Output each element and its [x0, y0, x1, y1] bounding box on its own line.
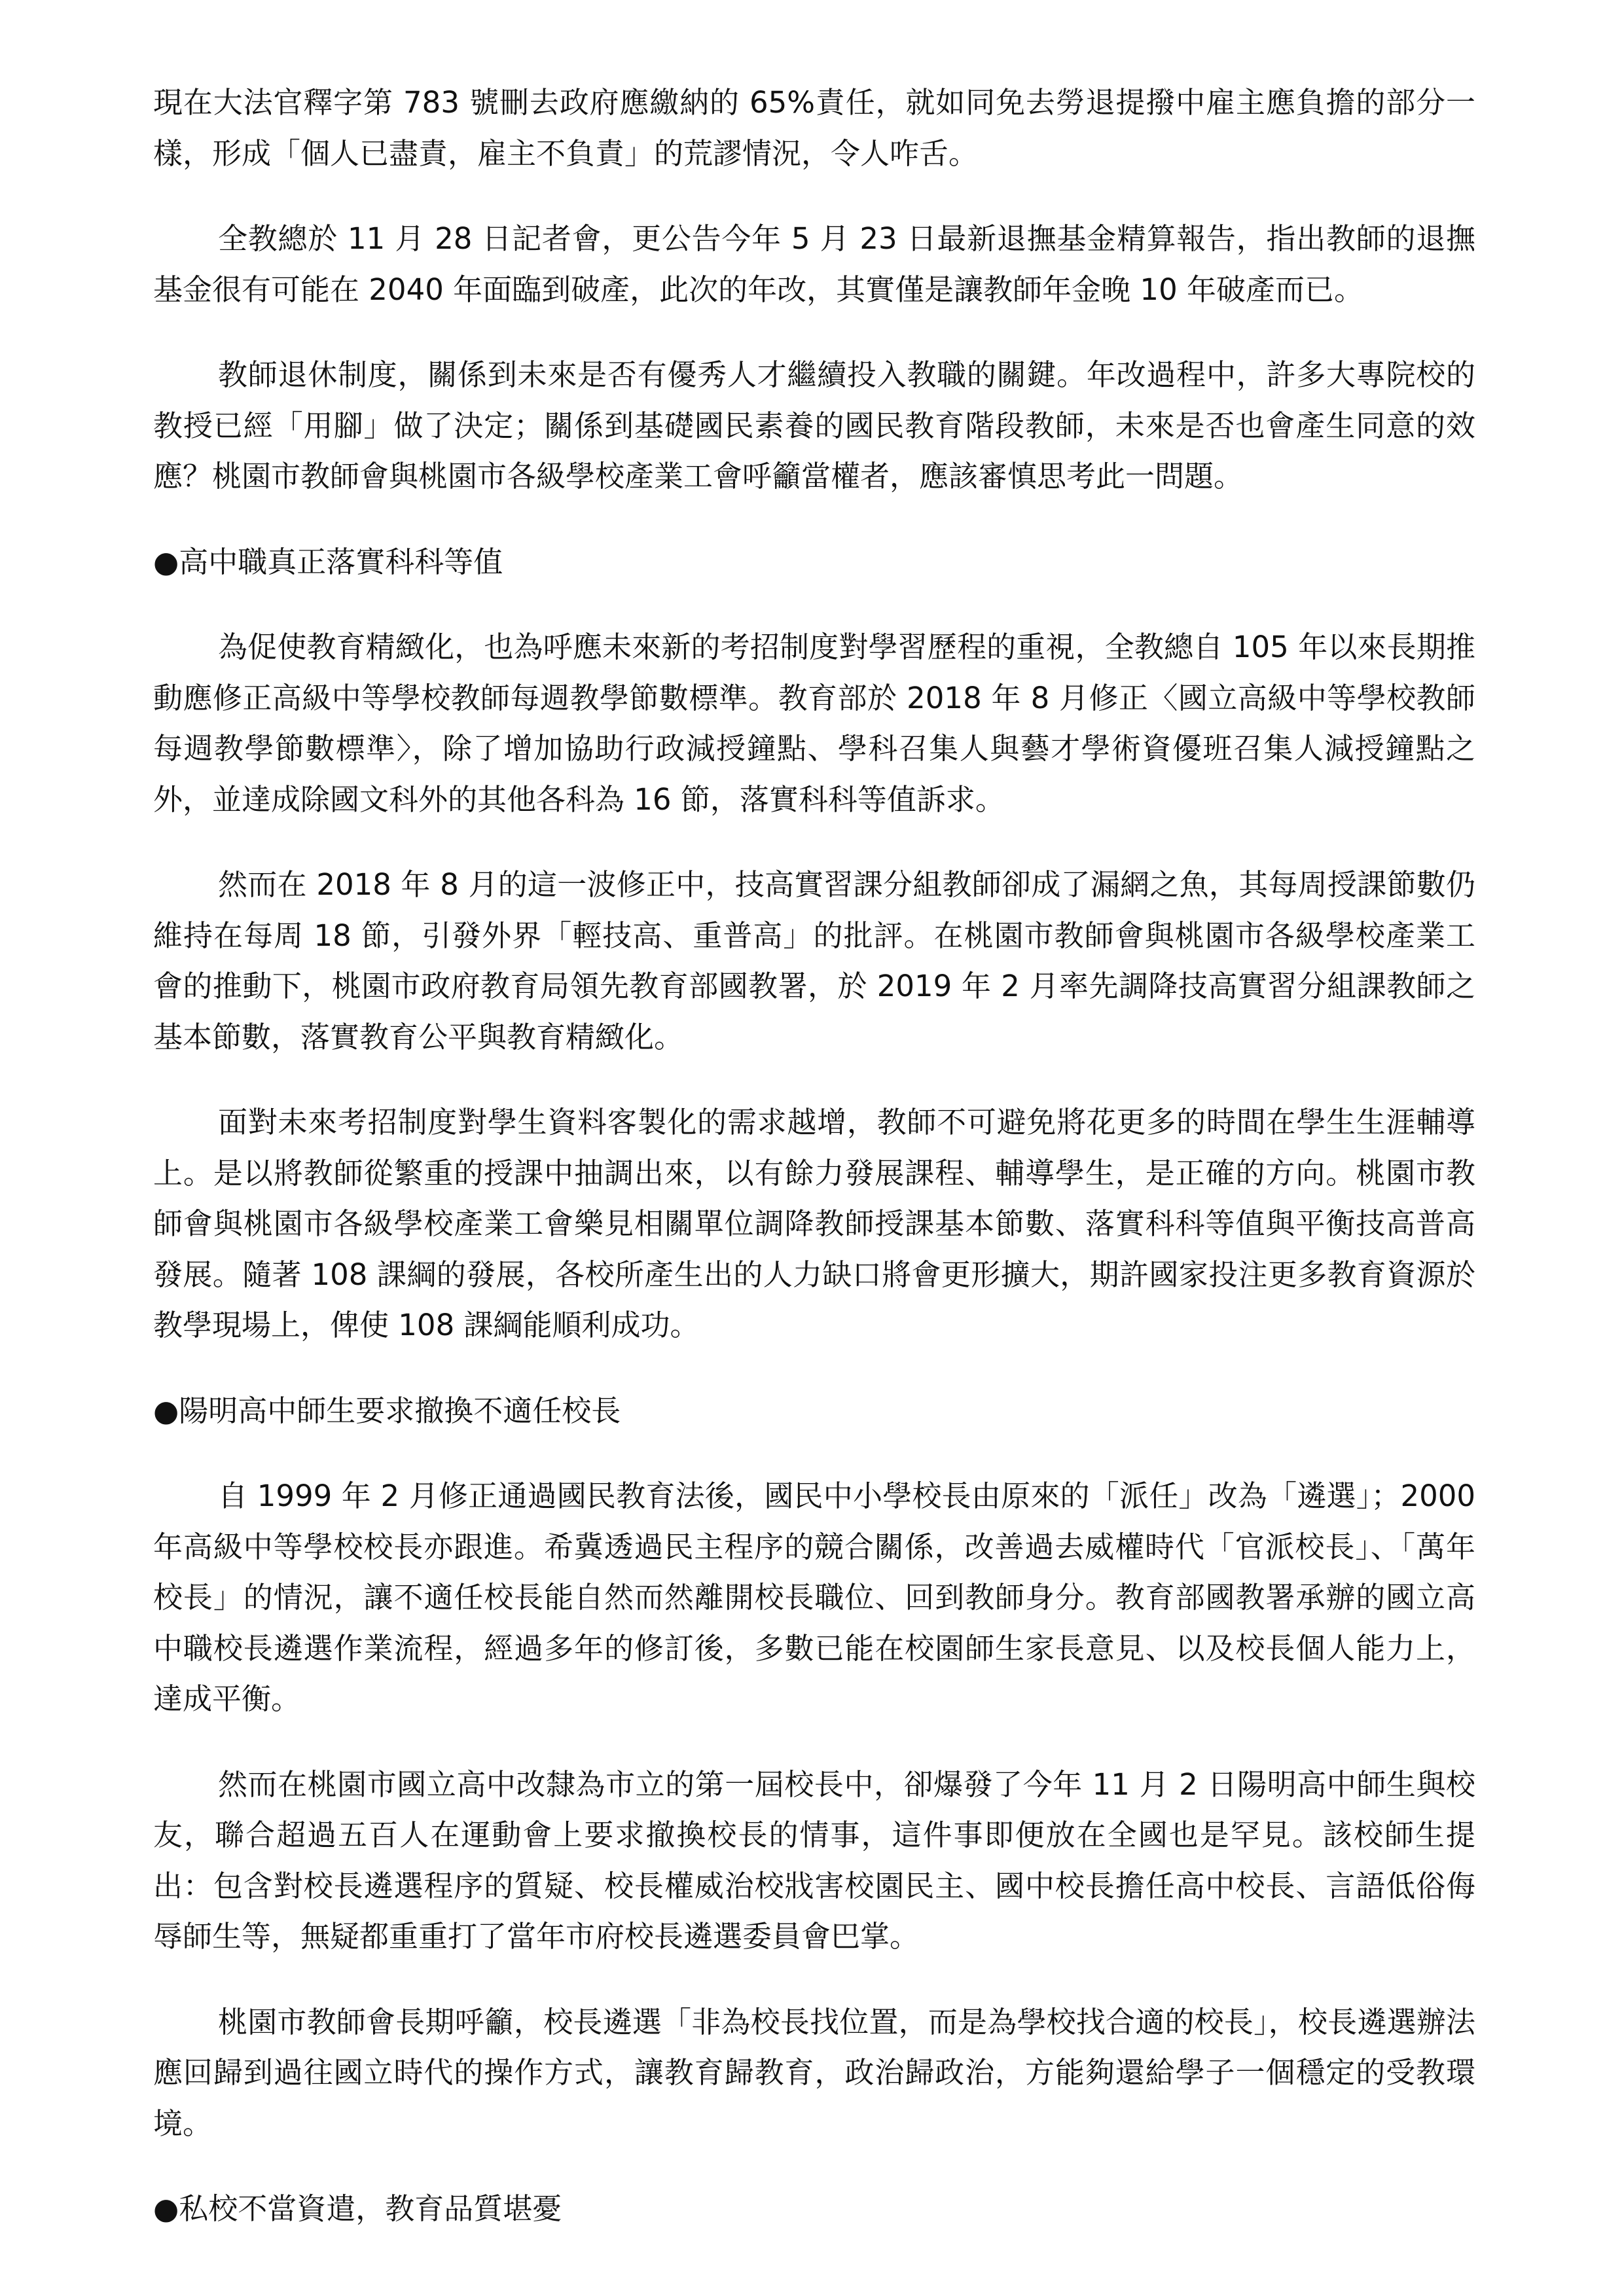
- section-heading-text: 私校不當資遣，教育品質堪憂: [179, 2191, 562, 2226]
- paragraph: 自 1999 年 2 月修正通過國民教育法後，國民中小學校長由原來的「派任」改為「遴選」；2000 年高級中等學校校長亦跟進。希冀透過民主程序的競合關係，改善過去威權時代「官派校長」、「萬年校長」的情況，讓不適任校長能自然而然離開校長職位、回到教師身分。教育部國教署承辦的國立高中職校長遴選作業流程，經過多年的修訂後，多數已能在校園師生家長意見、以及校長個人能力上，達成平衡。: [153, 1479, 1475, 1716]
- bullet-icon: ●: [153, 1393, 179, 1428]
- bullet-icon: ●: [153, 2191, 179, 2226]
- document-page: [153, 77, 1475, 2269]
- paragraph: 桃園市教師會長期呼籲，校長遴選「非為校長找位置，而是為學校找合適的校長」，校長遴選辦法應回歸到過往國立時代的操作方式，讓教育歸教育，政治歸政治，方能夠還給學子一個穩定的受教環境。: [153, 2004, 1475, 2141]
- section-heading-text: 陽明高中師生要求撤換不適任校長: [179, 1393, 621, 1428]
- section-heading: [153, 537, 1475, 588]
- paragraph: 然而在 2018 年 8 月的這一波修正中，技高實習課分組教師卻成了漏網之魚，其每周授課節數仍維持在每周 18 節，引發外界「輕技高、重普高」的批評。在桃園市教師會與桃園市各級學校產業工會的推動下，桃園市政府教育局領先教育部國教署，於 2019 年 2 月率先調降技高實習分組課教師之基本節數，落實教育公平與教育精緻化。: [153, 867, 1475, 1054]
- paragraph: 全教總於 11 月 28 日記者會，更公告今年 5 月 23 日最新退撫基金精算報告，指出教師的退撫基金很有可能在 2040 年面臨到破產，此次的年改，其實僅是讓教師年金晚 10 年破產而已。: [153, 221, 1475, 307]
- paragraph: 現在大法官釋字第 783 號刪去政府應繳納的 65%責任，就如同免去勞退提撥中雇主應負擔的部分一樣，形成「個人已盡責，雇主不負責」的荒謬情況，令人咋舌。: [153, 85, 1475, 171]
- paragraph: 然而在桃園市國立高中改隸為市立的第一屆校長中，卻爆發了今年 11 月 2 日陽明高中師生與校友，聯合超過五百人在運動會上要求撤換校長的情事，這件事即便放在全國也是罕見。該校師生提出：包含對校長遴選程序的質疑、校長權威治校戕害校園民主、國中校長擔任高中校長、言語低俗侮辱師生等，無疑都重重打了當年市府校長遴選委員會巴掌。: [153, 1767, 1475, 1954]
- section-heading: [153, 1386, 1475, 1437]
- bullet-icon: ●: [153, 544, 179, 579]
- section-heading: [153, 2183, 1475, 2234]
- paragraph: 面對未來考招制度對學生資料客製化的需求越增，教師不可避免將花更多的時間在學生生涯輔導上。是以將教師從繁重的授課中抽調出來，以有餘力發展課程、輔導學生，是正確的方向。桃園市教師會與桃園市各級學校產業工會樂見相關單位調降教師授課基本節數、落實科科等值與平衡技高普高發展。隨著 108 課綱的發展，各校所產生出的人力缺口將會更形擴大，期許國家投注更多教育資源於教學現場上，俾使 108 課綱能順利成功。: [153, 1105, 1475, 1342]
- paragraph: 教師退休制度，關係到未來是否有優秀人才繼續投入教職的關鍵。年改過程中，許多大專院校的教授已經「用腳」做了決定；關係到基礎國民素養的國民教育階段教師，未來是否也會產生同意的效應？桃園市教師會與桃園市各級學校產業工會呼籲當權者，應該審慎思考此一問題。: [153, 357, 1475, 493]
- section-heading-text: 高中職真正落實科科等值: [179, 544, 503, 579]
- paragraph: 為促使教育精緻化，也為呼應未來新的考招制度對學習歷程的重視，全教總自 105 年以來長期推動應修正高級中等學校教師每週教學節數標準。教育部於 2018 年 8 月修正〈國立高級中等學校教師每週教學節數標準〉，除了增加協助行政減授鐘點、學科召集人與藝才學術資優班召集人減授鐘點之外，並達成除國文科外的其他各科為 16 節，落實科科等值訴求。: [153, 630, 1475, 817]
